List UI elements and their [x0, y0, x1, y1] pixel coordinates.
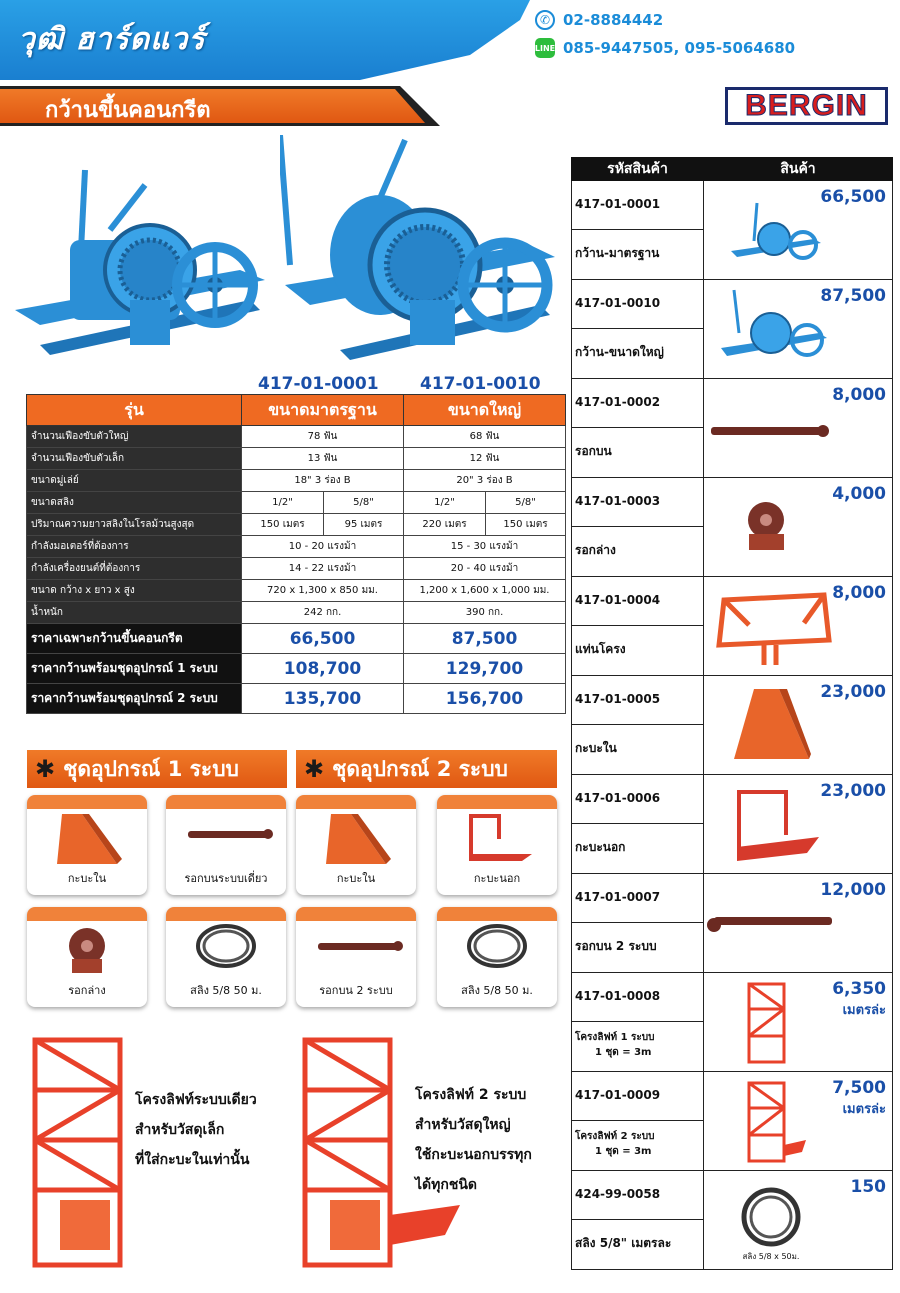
product-name: รอกบน 2 ระบบ	[572, 923, 704, 973]
model-code-large: 417-01-0010	[420, 374, 541, 394]
product-name-line: 1 ชุด = 3m	[595, 1146, 652, 1157]
spec-value: 18" 3 ร่อง B	[242, 470, 404, 492]
kit-tile	[437, 795, 557, 895]
spec-value: 20 - 40 แรงม้า	[404, 558, 566, 580]
spec-label: ขนาดสลิง	[27, 492, 242, 514]
spec-label: ขนาดมู่เล่ย์	[27, 470, 242, 492]
product-price	[820, 682, 886, 702]
product-cell	[704, 1171, 893, 1270]
header-banner	[0, 0, 900, 80]
note-line: ได้ทุกชนิด	[415, 1177, 478, 1193]
product-cell	[704, 181, 893, 280]
winch-icon	[729, 201, 824, 271]
product-name: สลิง 5/8" เมตรละ	[572, 1220, 704, 1270]
product-name: กะบะนอก	[572, 824, 704, 874]
product-price	[832, 1078, 886, 1119]
product-table-header	[572, 158, 893, 181]
spec-value: 20" 3 ร่อง B	[404, 470, 566, 492]
kit-tile	[166, 907, 286, 1007]
product-name: กว้าน-มาตรฐาน	[572, 230, 704, 280]
price-value: 12,000	[820, 880, 886, 900]
product-price	[820, 880, 886, 900]
model-code-standard: 417-01-0001	[258, 374, 379, 394]
spec-label: กำลังมอเตอร์ที่ต้องการ	[27, 536, 242, 558]
product-price	[832, 979, 886, 1020]
product-code: 417-01-0005	[572, 676, 704, 725]
kit-tile	[437, 907, 557, 1007]
spec-value: 10 - 20 แรงม้า	[242, 536, 404, 558]
price-value: 4,000	[832, 484, 886, 504]
spec-row	[27, 580, 566, 602]
header-code: รหัสสินค้า	[572, 158, 704, 181]
product-cell	[704, 379, 893, 478]
spec-value: 5/8"	[324, 492, 404, 514]
product-code: 417-01-0001	[572, 181, 704, 230]
spec-header-model: รุ่น	[27, 395, 242, 426]
price-value: 8,000	[832, 385, 886, 405]
kit-item-label: กะบะนอก	[473, 872, 521, 885]
kit-tile	[166, 795, 286, 895]
spec-value: 220 เมตร	[404, 514, 486, 536]
spec-value: 1/2"	[242, 492, 324, 514]
price-label: ราคากว้านพร้อมชุดอุปกรณ์ 2 ระบบ	[27, 684, 242, 714]
spec-label: กำลังเครื่องยนต์ที่ต้องการ	[27, 558, 242, 580]
note-line: สำหรับวัสดุเล็ก	[135, 1122, 225, 1138]
bergin-logo-text: BERGIN	[745, 89, 868, 122]
kit1-header	[27, 750, 287, 788]
product-price	[832, 583, 886, 603]
spec-value: 242 กก.	[242, 602, 404, 624]
price-value: 87,500	[820, 286, 886, 306]
price-value: 66,500	[820, 187, 886, 207]
spec-row	[27, 536, 566, 558]
spec-value: 150 เมตร	[486, 514, 566, 536]
spec-row	[27, 514, 566, 536]
spec-row	[27, 492, 566, 514]
spec-value: 68 ฟัน	[404, 426, 566, 448]
kit-item-label: รอกบน 2 ระบบ	[319, 984, 393, 997]
product-code: 417-01-0006	[572, 775, 704, 824]
spec-row	[27, 558, 566, 580]
product-row	[572, 280, 893, 329]
note-line: โครงลิฟท์ 2 ระบบ	[415, 1087, 527, 1103]
price-label: ราคาเฉพาะกว้านขึ้นคอนกรีต	[27, 624, 242, 654]
note-line: โครงลิฟท์ระบบเดียว	[135, 1092, 257, 1108]
product-code: 417-01-0008	[572, 973, 704, 1022]
lift-tower-single-image	[25, 1035, 130, 1275]
product-name-line: 1 ชุด = 3m	[595, 1047, 652, 1058]
price-value: 135,700	[242, 684, 404, 714]
price-unit: เมตรล่ะ	[842, 1003, 886, 1018]
product-row	[572, 478, 893, 527]
kit-item-label: สลิง 5/8 50 ม.	[190, 984, 262, 997]
product-row	[572, 577, 893, 626]
product-row	[572, 1072, 893, 1121]
product-price	[832, 484, 886, 504]
line-app-icon: LINE	[535, 38, 555, 58]
product-price	[820, 187, 886, 207]
pipe-icon	[706, 909, 836, 939]
spec-value: 95 เมตร	[324, 514, 404, 536]
product-code: 417-01-0002	[572, 379, 704, 428]
spec-row	[27, 448, 566, 470]
price-value: 150	[850, 1177, 886, 1197]
kit-item-label: รอกบนระบบเดี่ยว	[184, 872, 268, 885]
price-value: 6,350	[832, 979, 886, 999]
product-name: รอกบน	[572, 428, 704, 478]
price-row	[27, 624, 566, 654]
product-name: แท่นโครง	[572, 626, 704, 676]
product-code: 417-01-0007	[572, 874, 704, 923]
header-product: สินค้า	[704, 158, 893, 181]
brand-name: วุฒิ ฮาร์ดแวร์	[18, 22, 206, 57]
kit1-title: ชุดอุปกรณ์ 1 ระบบ	[63, 756, 239, 781]
product-code: 417-01-0010	[572, 280, 704, 329]
spec-row	[27, 426, 566, 448]
product-price	[851, 1177, 887, 1197]
product-name	[572, 1121, 704, 1171]
star-icon: ✱	[35, 755, 56, 783]
section-title: กว้านขึ้นคอนกรีต	[45, 98, 211, 123]
spec-value: 150 เมตร	[242, 514, 324, 536]
product-cell	[704, 973, 893, 1072]
product-cell	[704, 874, 893, 973]
kit-tile	[296, 795, 416, 895]
spec-value: 13 ฟัน	[242, 448, 404, 470]
product-row	[572, 676, 893, 725]
kit-tile	[27, 795, 147, 895]
product-cell	[704, 478, 893, 577]
product-cell	[704, 1072, 893, 1171]
mobile-contact[interactable]	[535, 38, 795, 58]
spec-value: 12 ฟัน	[404, 448, 566, 470]
price-value: 23,000	[820, 781, 886, 801]
price-value: 66,500	[242, 624, 404, 654]
spec-label: น้ำหนัก	[27, 602, 242, 624]
product-row	[572, 181, 893, 230]
lift-double-note	[415, 1080, 532, 1200]
product-cell	[704, 775, 893, 874]
spec-value: 1/2"	[404, 492, 486, 514]
winch-icon	[719, 288, 829, 373]
price-value: 8,000	[832, 583, 886, 603]
product-cell	[704, 577, 893, 676]
price-value: 23,000	[820, 682, 886, 702]
product-code: 417-01-0003	[572, 478, 704, 527]
spec-value: 1,200 x 1,600 x 1,000 มม.	[404, 580, 566, 602]
price-label: ราคากว้านพร้อมชุดอุปกรณ์ 1 ระบบ	[27, 654, 242, 684]
spec-value: 5/8"	[486, 492, 566, 514]
cable-coil-icon	[734, 1185, 809, 1265]
bucket-icon	[729, 684, 814, 769]
mobile-numbers: 085-9447505, 095-5064680	[563, 39, 796, 57]
spec-header-row	[27, 395, 566, 426]
product-row	[572, 973, 893, 1022]
product-name: กะบะใน	[572, 725, 704, 775]
kit-tile	[27, 907, 147, 1007]
frame-base-icon	[714, 585, 834, 670]
pipe-icon	[709, 419, 834, 444]
phone-contact[interactable]	[535, 10, 663, 30]
price-value: 87,500	[404, 624, 566, 654]
cable-caption: สลิง 5/8 x 50ม.	[742, 1252, 800, 1261]
pulley-icon	[739, 498, 794, 558]
product-row	[572, 379, 893, 428]
product-row	[572, 775, 893, 824]
spec-value: 15 - 30 แรงม้า	[404, 536, 566, 558]
kit-item-label: กะบะใน	[67, 872, 107, 885]
product-code: 417-01-0009	[572, 1072, 704, 1121]
product-code: 424-99-0058	[572, 1171, 704, 1220]
spec-header-standard: ขนาดมาตรฐาน	[242, 395, 404, 426]
spec-value: 390 กก.	[404, 602, 566, 624]
product-name: กว้าน-ขนาดใหญ่	[572, 329, 704, 379]
product-name: รอกล่าง	[572, 527, 704, 577]
spec-value: 14 - 22 แรงม้า	[242, 558, 404, 580]
winch-standard-image	[10, 160, 270, 370]
price-value: 156,700	[404, 684, 566, 714]
star-icon: ✱	[304, 755, 325, 783]
spec-header-large: ขนาดใหญ่	[404, 395, 566, 426]
kit-tile	[296, 907, 416, 1007]
price-value: 129,700	[404, 654, 566, 684]
spec-value: 720 x 1,300 x 850 มม.	[242, 580, 404, 602]
phone-icon: ✆	[535, 10, 555, 30]
kit-item-label: สลิง 5/8 50 ม.	[461, 984, 533, 997]
note-line: ใช้กะบะนอกบรรทุก	[415, 1147, 532, 1163]
product-table	[571, 157, 893, 1270]
tower-icon	[744, 981, 794, 1066]
product-price	[820, 286, 886, 306]
product-code: 417-01-0004	[572, 577, 704, 626]
price-unit: เมตรล่ะ	[842, 1102, 886, 1117]
product-name	[572, 1022, 704, 1072]
product-cell	[704, 280, 893, 379]
spec-row	[27, 602, 566, 624]
platform-icon	[729, 785, 824, 865]
price-value: 7,500	[832, 1078, 886, 1098]
product-price	[820, 781, 886, 801]
tower-icon	[744, 1080, 809, 1165]
winch-large-image	[280, 135, 560, 370]
kit2-header	[296, 750, 557, 788]
kit-item-label: กะบะใน	[336, 872, 376, 885]
spec-label: ขนาด กว้าง x ยาว x สูง	[27, 580, 242, 602]
product-name-line: โครงลิฟท์ 2 ระบบ	[575, 1131, 655, 1142]
note-line: ที่ใส่กะบะในเท่านั้น	[135, 1152, 250, 1168]
phone-number: 02-8884442	[563, 11, 664, 29]
lift-single-note	[135, 1085, 257, 1175]
spec-label: จำนวนเฟืองขับตัวใหญ่	[27, 426, 242, 448]
kit-item-label: รอกล่าง	[68, 984, 106, 997]
product-row	[572, 1171, 893, 1220]
spec-label: ปริมาณความยาวสลิงในโรลม้วนสูงสุด	[27, 514, 242, 536]
spec-label: จำนวนเฟืองขับตัวเล็ก	[27, 448, 242, 470]
product-price	[832, 385, 886, 405]
bergin-logo	[725, 87, 888, 125]
spec-row	[27, 470, 566, 492]
spec-table	[26, 394, 566, 714]
price-row	[27, 654, 566, 684]
product-name-line: โครงลิฟท์ 1 ระบบ	[575, 1032, 655, 1043]
product-row	[572, 874, 893, 923]
note-line: สำหรับวัสดุใหญ่	[415, 1117, 511, 1133]
price-value: 108,700	[242, 654, 404, 684]
product-cell	[704, 676, 893, 775]
price-row	[27, 684, 566, 714]
spec-value: 78 ฟัน	[242, 426, 404, 448]
kit2-title: ชุดอุปกรณ์ 2 ระบบ	[332, 756, 508, 781]
